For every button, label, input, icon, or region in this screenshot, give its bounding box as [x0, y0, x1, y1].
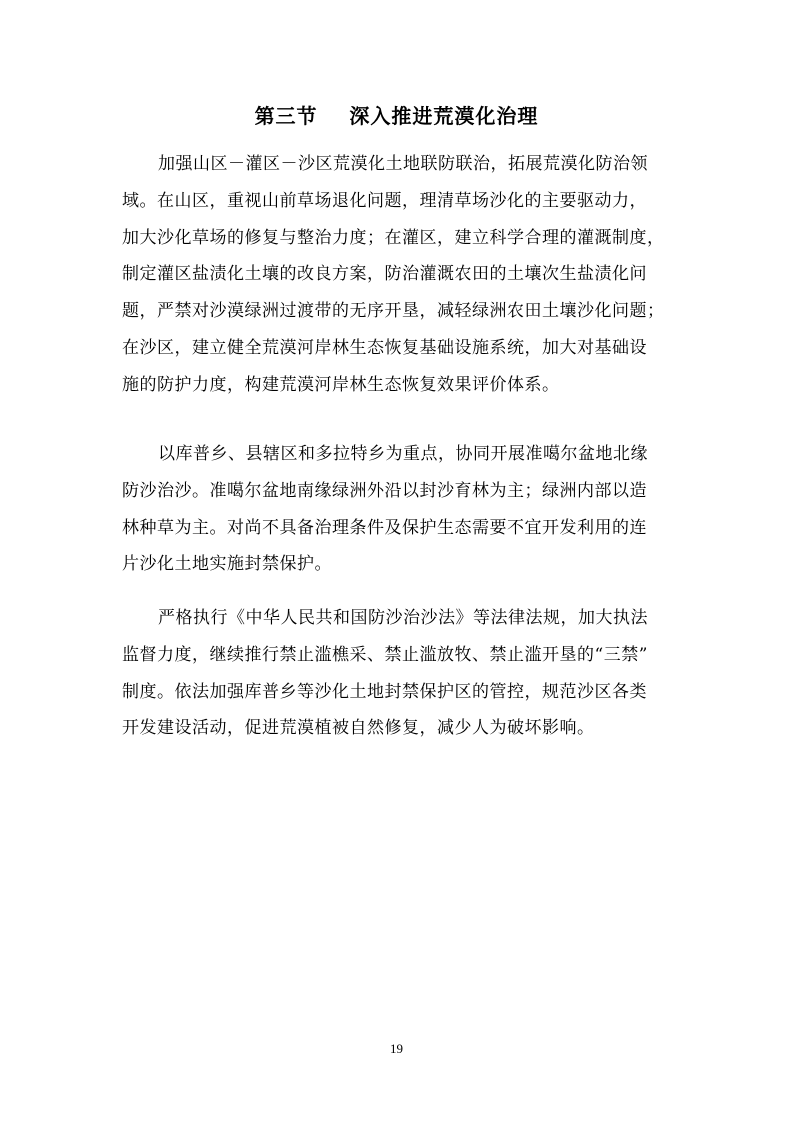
paragraph-line: 以库普乡、县辖区和多拉特乡为重点，协同开展准噶尔盆地北缘 [158, 444, 648, 464]
paragraph-line: 林种草为主。对尚不具备治理条件及保护生态需要不宜开发利用的连 [122, 517, 647, 538]
paragraph-line: 加强山区－灌区－沙区荒漠化土地联防联治，拓展荒漠化防治领 [158, 154, 648, 174]
paragraph-line: 加大沙化草场的修复与整治力度；在灌区，建立科学合理的灌溉制度， [122, 227, 665, 248]
page-number: 19 [390, 1041, 403, 1056]
paragraph-line: 域。在山区，重视山前草场退化问题，理清草场沙化的主要驱动力， [122, 190, 647, 211]
paragraph-line: 在沙区，建立健全荒漠河岸林生态恢复基础设施系统，加大对基础设 [122, 337, 647, 358]
paragraph-line: 监督力度，继续推行禁止滥樵采、禁止滥放牧、禁止滥开垦的“三禁” [122, 644, 648, 665]
paragraph-line: 开发建设活动，促进荒漠植被自然修复，减少人为破坏影响。 [122, 718, 595, 739]
section-title: 第三节 深入推进荒漠化治理 [254, 104, 539, 128]
paragraph-line: 防沙治沙。准噶尔盆地南缘绿洲外沿以封沙育林为主；绿洲内部以造 [122, 480, 647, 501]
paragraph-line: 制定灌区盐渍化土壤的改良方案，防治灌溉农田的土壤次生盐渍化问 [122, 264, 647, 285]
paragraph-line: 施的防护力度，构建荒漠河岸林生态恢复效果评价体系。 [122, 374, 560, 395]
paragraph-key-townships [122, 436, 674, 583]
paragraph-line: 严格执行《中华人民共和国防沙治沙法》等法律法规，加大执法 [158, 608, 648, 628]
paragraph-line: 制度。依法加强库普乡等沙化土地封禁保护区的管控，规范沙区各类 [122, 681, 647, 702]
paragraph-law-enforcement [122, 600, 674, 747]
paragraph-line: 片沙化土地实施封禁保护。 [122, 554, 332, 575]
paragraph-line: 题，严禁对沙漠绿洲过渡带的无序开垦，减轻绿洲农田土壤沙化问题； [122, 301, 665, 322]
paragraph-desertification-zones [122, 146, 674, 404]
